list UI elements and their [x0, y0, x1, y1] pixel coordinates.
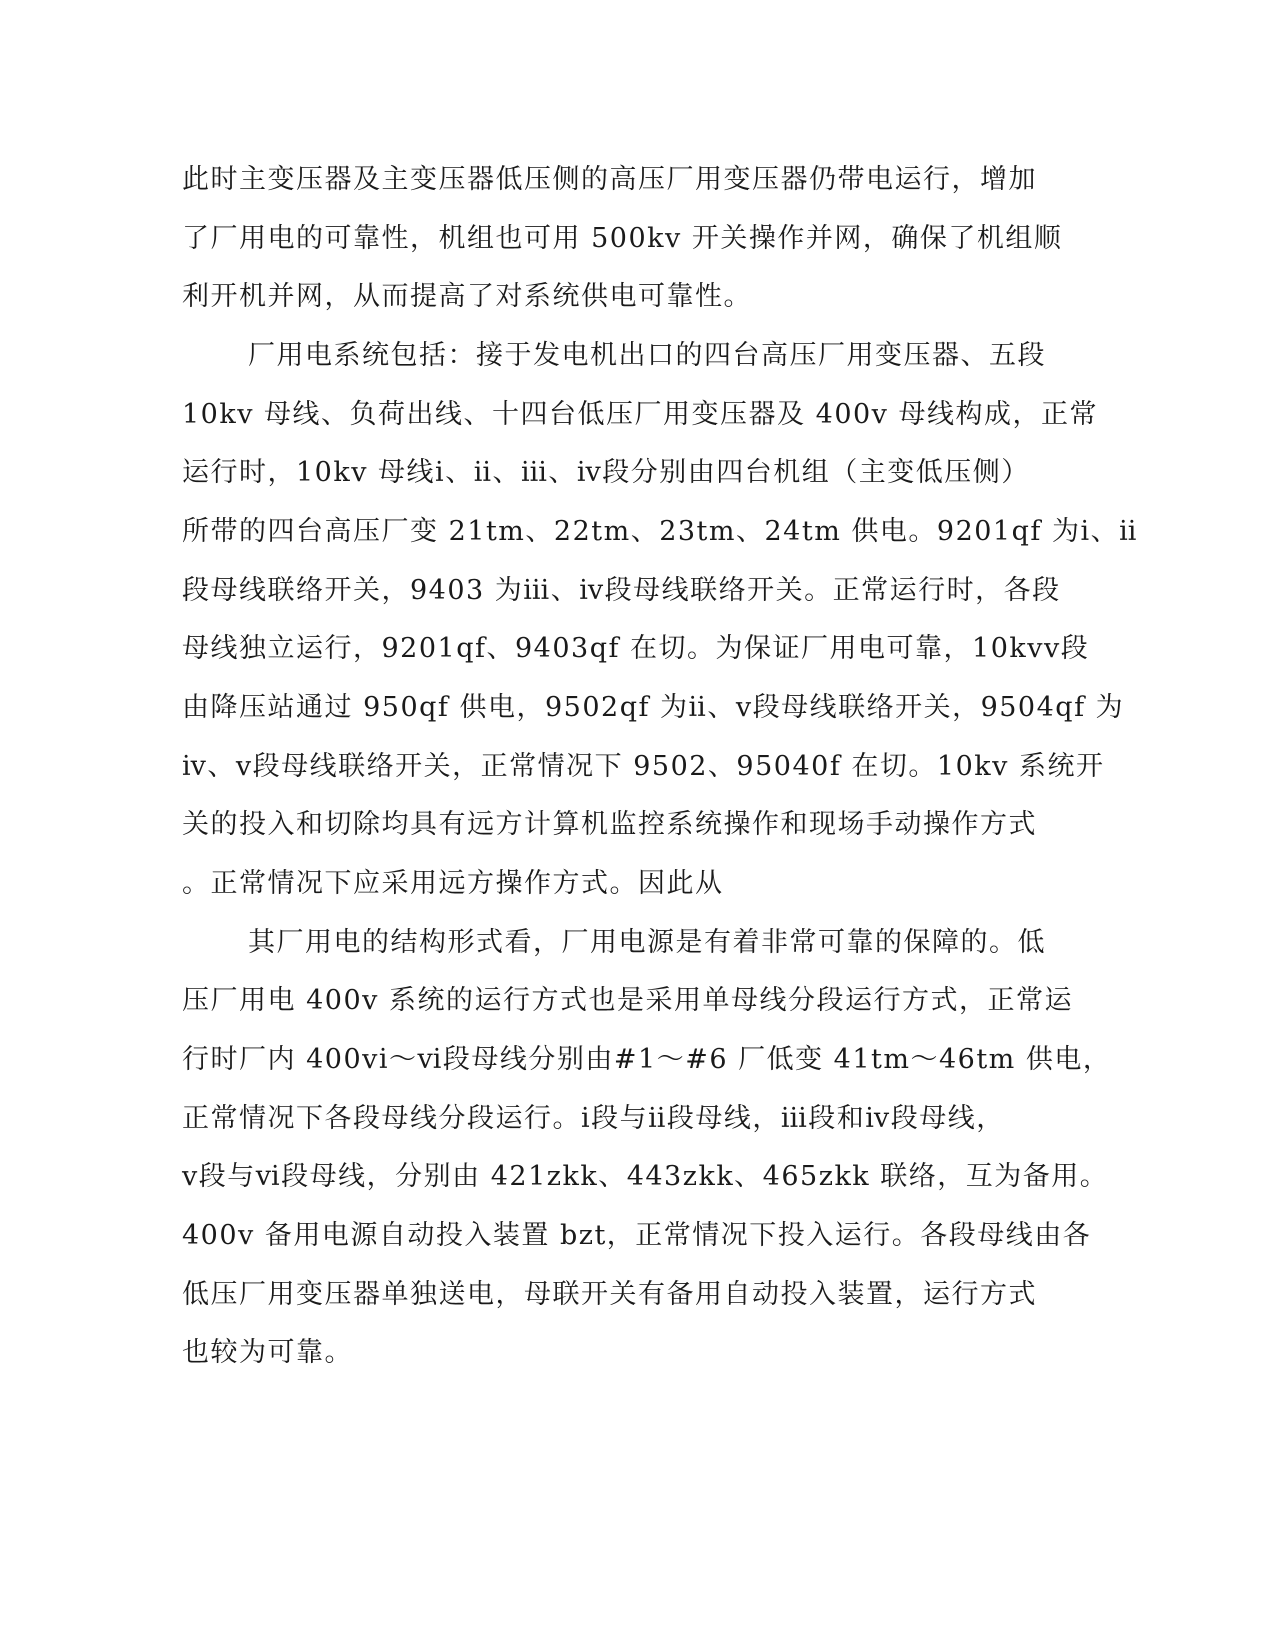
paragraph-2-line-10: 。正常情况下应采用远方操作方式。因此从: [182, 868, 724, 899]
paragraph-2-line-2: 10kv 母线、负荷出线、十四台低压厂用变压器及 400v 母线构成，正常: [182, 399, 1099, 430]
paragraph-2-line-3: 运行时，10kv 母线ⅰ、ⅱ、ⅲ、ⅳ段分别由四台机组（主变低压侧）: [182, 457, 1030, 488]
paragraph-1-line-1: 此时主变压器及主变压器低压侧的高压厂用变压器仍带电运行，增加: [182, 164, 1037, 195]
paragraph-1-line-3: 利开机并网，从而提高了对系统供电可靠性。: [182, 281, 752, 312]
paragraph-2-line-1: 厂用电系统包括：接于发电机出口的四台高压厂用变压器、五段: [248, 340, 1046, 371]
paragraph-1-line-2: 了厂用电的可靠性，机组也可用 500kv 开关操作并网，确保了机组顺: [182, 223, 1063, 254]
paragraph-3-line-6: 400v 备用电源自动投入装置 bzt，正常情况下投入运行。各段母线由各: [182, 1220, 1092, 1251]
paragraph-2-line-8: ⅳ、ⅴ段母线联络开关，正常情况下 9502、95040f 在切。10kv 系统开: [182, 751, 1105, 782]
paragraph-3-line-5: ⅴ段与ⅵ段母线，分别由 421zkk、443zkk、465zkk 联络，互为备用。: [182, 1161, 1109, 1192]
paragraph-2-line-6: 母线独立运行，9201qf、9403qf 在切。为保证厂用电可靠，10kvⅴ段: [182, 633, 1090, 664]
paragraph-3-line-3: 行时厂内 400vⅰ～ⅵ段母线分别由#1～#6 厂低变 41tm～46tm 供电，: [182, 1044, 1112, 1075]
paragraph-3-line-8: 也较为可靠。: [182, 1337, 353, 1368]
paragraph-3-line-7: 低压厂用变压器单独送电，母联开关有备用自动投入装置，运行方式: [182, 1279, 1037, 1310]
paragraph-3-line-2: 压厂用电 400v 系统的运行方式也是采用单母线分段运行方式，正常运: [182, 985, 1073, 1016]
paragraph-3-line-4: 正常情况下各段母线分段运行。ⅰ段与ⅱ段母线，ⅲ段和ⅳ段母线，: [182, 1103, 1005, 1134]
paragraph-2-line-9: 关的投入和切除均具有远方计算机监控系统操作和现场手动操作方式: [182, 809, 1037, 840]
paragraph-2-line-7: 由降压站通过 950qf 供电，9502qf 为ⅱ、ⅴ段母线联络开关，9504qf 为: [182, 692, 1125, 723]
paragraph-2-line-5: 段母线联络开关，9403 为ⅲ、ⅳ段母线联络开关。正常运行时，各段: [182, 575, 1061, 606]
paragraph-3-line-1: 其厂用电的结构形式看，厂用电源是有着非常可靠的保障的。低: [248, 927, 1046, 958]
paragraph-2-line-4: 所带的四台高压厂变 21tm、22tm、23tm、24tm 供电。9201qf 为ⅰ、ⅱ: [182, 516, 1138, 547]
